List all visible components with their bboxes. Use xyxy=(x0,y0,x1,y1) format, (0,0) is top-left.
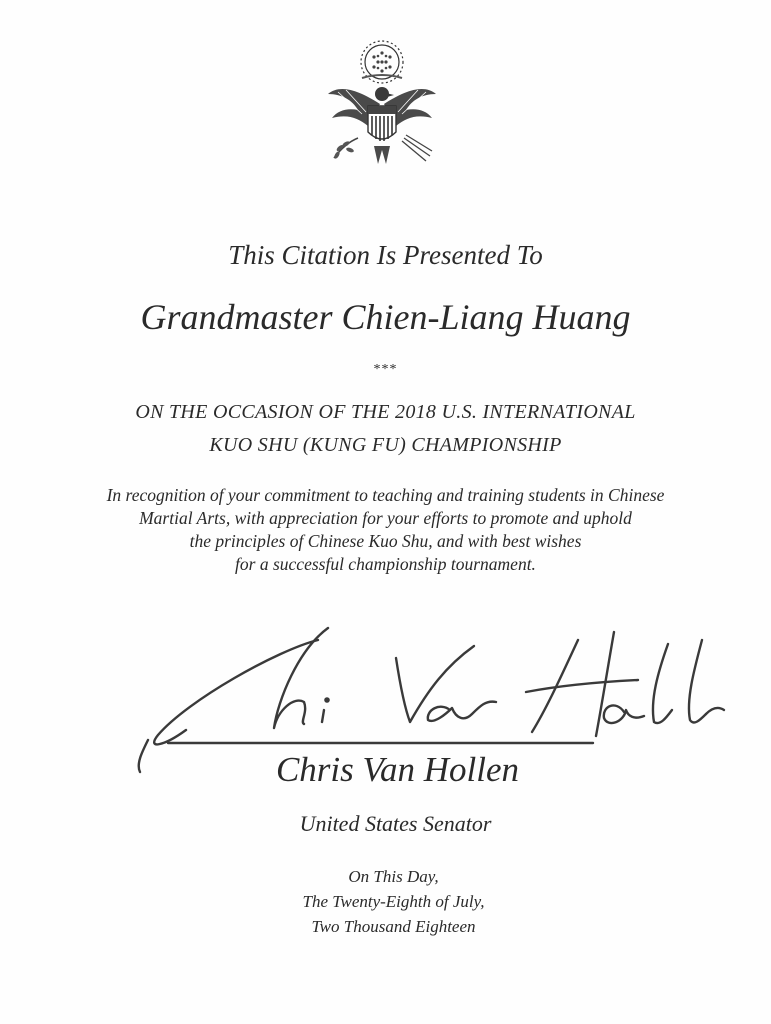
occasion-text xyxy=(0,396,771,462)
recognition-line: Martial Arts, with appreciation for your efforts to promote and uphold xyxy=(139,508,632,528)
dateline-line: Two Thousand Eighteen xyxy=(311,917,476,936)
dateline-line: The Twenty-Eighth of July, xyxy=(302,892,485,911)
separator-stars: *** xyxy=(373,362,398,377)
occasion-line: KUO SHU (KUNG FU) CHAMPIONSHIP xyxy=(209,434,562,456)
recognition-line: the principles of Chinese Kuo Shu, and with best wishes xyxy=(189,531,582,551)
great-seal-eagle-icon xyxy=(318,34,446,174)
recognition-paragraph xyxy=(0,484,771,576)
recognition-line: In recognition of your commitment to teaching and training students in Chinese xyxy=(106,485,665,505)
signer-name: Chris Van Hollen xyxy=(275,750,520,789)
dateline xyxy=(8,864,771,939)
signer-title: United States Senator xyxy=(299,811,492,836)
recognition-line: for a successful championship tournament. xyxy=(235,554,536,574)
presented-to-heading: This Citation Is Presented To xyxy=(228,240,543,270)
recipient-name: Grandmaster Chien-Liang Huang xyxy=(140,297,631,337)
occasion-line: ON THE OCCASION OF THE 2018 U.S. INTERNATIONAL xyxy=(135,401,636,423)
dateline-line: On This Day, xyxy=(348,867,439,886)
